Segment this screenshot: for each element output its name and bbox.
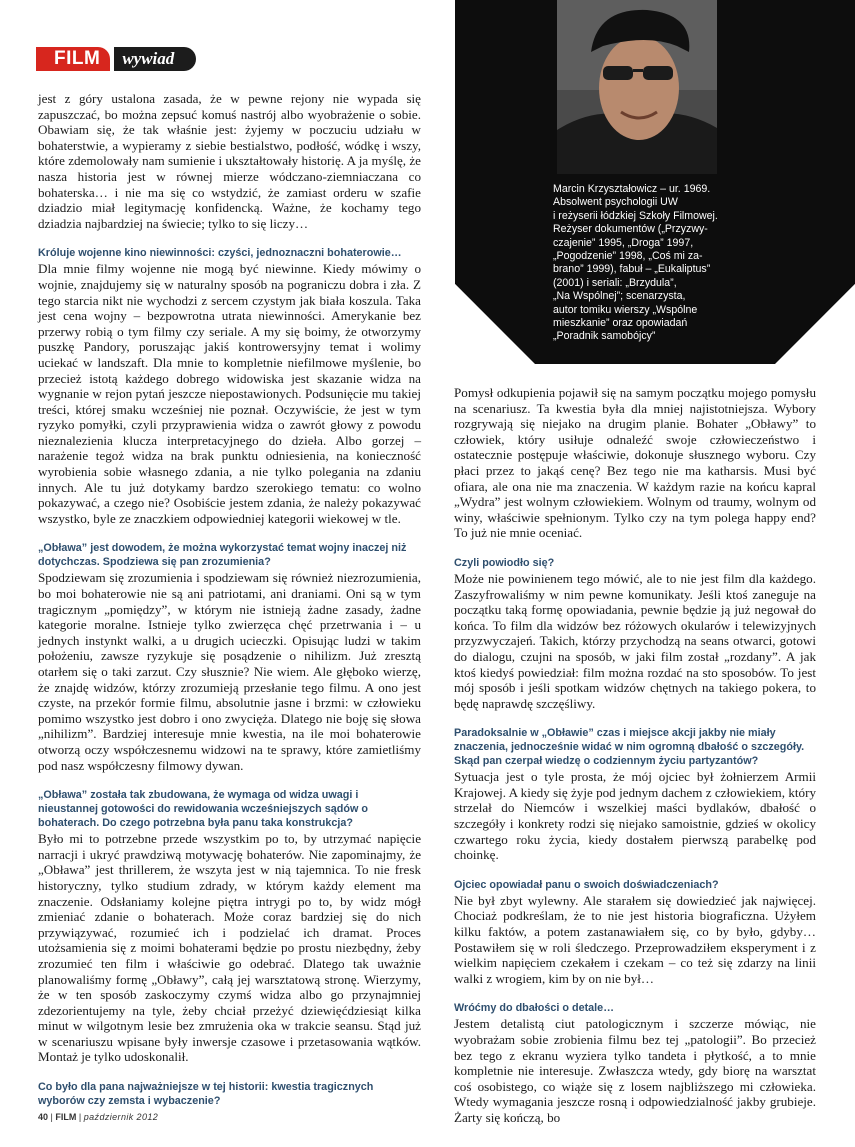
caption-line: Absolwent psychologii UW xyxy=(553,196,678,209)
answer-paragraph: Sytuacja jest o tyle prosta, że mój ojciec był żołnierzem Armii Krajowej. A kiedy się żyje pod jednym dachem z człowiekiem, który strzelał do Niemców i wszelkiej maści bydlaków, dbałość o szczegóły i konkrety rodzi się niejako samoistnie, gdzieś w okolicy czwartego roku życia, kiedy dostałem pierwszą parabelkę pod choinkę. xyxy=(454,769,816,863)
caption-line: brano” 1999), fabuł – „Eukaliptus” xyxy=(553,263,711,276)
right-column xyxy=(454,385,816,1141)
portrait-photo xyxy=(557,0,717,174)
interview-question: Co było dla pana najważniejsze w tej historii: kwestia tragicznych wyborów czy zemsta i wybaczenie? xyxy=(38,1081,374,1108)
interview-question: „Obława” została tak zbudowana, że wymaga od widza uwagi i nieustannej gotowości do rewidowania wcześniejszych sądów o bohaterach. Do czego potrzebna była panu taka konstrukcja? xyxy=(38,789,368,830)
caption-line: (2001) i seriali: „Brzydula”, xyxy=(553,276,677,289)
interview-question: Czyli powiodło się? xyxy=(454,556,555,569)
magazine-title: FILM xyxy=(55,1112,77,1122)
interview-question: Króluje wojenne kino niewinności: czyści, jednoznaczni bohaterowie… xyxy=(38,247,402,260)
author-caption xyxy=(553,183,763,344)
answer-paragraph: Spodziewam się zrozumienia i spodziewam się również niezrozumienia, bo moi bohaterowie nie są ani patriotami, ani draniami. Oni są w tym tragicznym „pomiędzy”, w którym nie istnieją żadne zasady, żadne kategorie moralne. Istnieje tylko zwierzęca chęć przetrwania i – u jednych instynkt walki, a u drugich ucieczki. Opisując ludzi w takim położeniu, zawsze ryzykuje się posądzenie o nihilizm. Już zresztą otarłem się o taki zarzut. Czy słusznie? Nie wiem. Ale głęboko wierzę, że znajdę widzów, którzy zrozumieją przesłanie tego filmu. A ono jest czyste, na przekór formie filmu, absolutnie jasne i brzmi: w człowieku pomimo wszystko jest dobro i ono zwycięża. Dlatego nie boję się słowa „nihilizm”. Bardziej interesuje mnie kwestia, na ile moi bohaterowie otworzą oczy współczesnemu widzowi na te sprawy, które zamietliśmy pod nasz współczesny filmowy dywan. xyxy=(38,570,421,773)
footer-separator: | xyxy=(50,1112,56,1122)
caption-line: mieszkanie” oraz opowiadań xyxy=(553,317,688,330)
caption-line: „Na Wspólnej”; scenarzysta, xyxy=(553,290,686,303)
caption-line: czajenie” 1995, „Droga” 1997, xyxy=(553,236,694,249)
page-number: 40 xyxy=(38,1112,49,1122)
answer-paragraph: Pomysł odkupienia pojawił się na samym początku mojego pomysłu na scenariusz. Ta kwestia była dla mniej najistotniejsza. Wybory rozgrywają się niejako na drugim planie. Bohater „Obławy” to człowiek, który usiłuje odnaleźć swoje człowieczeństwo i ostatecznie postępuje właściwie, dokonuje słusznego wyboru. Czy płaci przez to jakąś cenę? Bez tego nie ma katharsis. Musi być ofiara, ale ona nie ma znaczenia. W każdym razie na końcu kapral „Wydra” jest wolnym człowiekiem. Wolnym od traumy, wolnym od winy, właściwie spełnionym. Tylko czy na tym polega happy end? To już nie mnie oceniać. xyxy=(454,385,816,541)
caption-line: „Poradnik samobójcy” xyxy=(553,330,656,343)
section-header xyxy=(36,47,196,71)
page-footer xyxy=(38,1112,158,1122)
caption-line: Reżyser dokumentów („Przyzwy- xyxy=(553,223,708,236)
rubric-label: wywiad xyxy=(114,47,196,71)
interview-question: Ojciec opowiadał panu o swoich doświadczeniach? xyxy=(454,878,719,891)
interview-question: Paradoksalnie w „Obławie” czas i miejsce akcji jakby nie miały znaczenia, jednocześnie widać w nim ogromną dbałość o szczegóły. Skąd pan czerpał wiedzę o codziennym życiu partyzantów? xyxy=(454,727,805,768)
answer-paragraph: Dla mnie filmy wojenne nie mogą być niewinne. Kiedy mówimy o wojnie, znajdujemy się w naturalny sposób na pograniczu dobra i zła. Z tego starcia nikt nie wychodzi z sercem czystym jak biała koszula. Taka jest cena wojny – bezpowrotna utrata niewinności. Amerykanie bez przerwy robią o tym filmy czy seriale. A my się boimy, że otworzymy puszkę Pandory, poruszając jakiś kontrowersyjny temat i wolimy uciekać w landszaft. Dla mnie to kompletnie niefilmowe myślenie, bo przecież istotą każdego dobrego widowiska jest skazanie widza na wygnanie w rejon pytań jeszcze niepostawionych. Podsunięcie mu takiej treści, której smaku wcześniej nie poznał. Oczywiście, że jest w tym ryzyko pomyłki, czyli przyprawienia widza o zawrót głowy z powodu nieznalezienia klucza interpretacyjnego do dzieła. Albo gorzej – narażenie tegoż widza na brak punktu odniesienia, na konieczność wyrobienia sobie własnego zdania, a nie tylko polegania na zdaniu innych. Ale tu już dotykamy bardzo szerokiego tematu: co wolno pokazywać, a czego nie? Osobiście jestem zdania, że należy pokazywać wszystko, byle ze znaczkiem odpowiedniej kategorii wiekowej w tle. xyxy=(38,261,421,526)
caption-line: i reżyserii łódzkiej Szkoły Filmowej. xyxy=(553,209,718,222)
issue-date: październik 2012 xyxy=(83,1112,159,1122)
answer-paragraph: Było mi to potrzebne przede wszystkim po to, by utrzymać napięcie narracji i ukryć prawdziwą motywację bohaterów. Nie zapominajmy, że „Obława” jest thrillerem, że wszyta jest w nią tajemnica. To nie fresk historyczny, tylko studium zdrady, w którym każdy element ma znaczenie. Odsłaniamy kolejne piętra intrygi po to, by widz mógł zmieniać zdanie o bohaterach. Może coraz bardziej się do nich przywiązywać, rozumieć ich i podzielać ich dramat. Proces utożsamienia się z moimi bohaterami będzie po prostu niezbędny, żeby zrozumieć ten film i właściwie go odebrać. Dlatego tak uważnie planowaliśmy formę „Obławy”, całą jej warsztatową stronę. Wierzymy, że w ten sposób zaskoczymy czymś widza albo go przynajmniej zdezorientujemy na tyle, żeby chciał przeżyć dziewięćdziesiąt kilka minut w wilgotnym lesie bez zmrużenia oka w trakcie seansu. Stąd już w scenariuszu wpisane były inwersje czasowe i przetasowania wątków. Montaż je tylko udoskonalił. xyxy=(38,831,421,1065)
interview-question: „Obława” jest dowodem, że można wykorzystać temat wojny inaczej niż dotychczas. Spodziewa się pan zrozumienia? xyxy=(38,542,407,569)
answer-paragraph: Jestem detalistą ciut patologicznym i szczerze mówiąc, nie wyobrażam sobie zrobienia filmu bez tej „patologii”. Bo przecież bez tego z ekranu wyziera tylko tandeta i płytkość, a to mnie kompletnie nie interesuje. Zwłaszcza wtedy, gdy biorę na warsztat coś osobistego, co wiąże się z losem najbliższego mi człowieka. Wtedy wymagania jeszcze rosną i odpowiedzialność jakby grubieje. Żarty się kończą, bo xyxy=(454,1016,816,1125)
answer-paragraph: Nie był zbyt wylewny. Ale starałem się dowiedzieć jak najwięcej. Chociaż podkreślam, że to nie jest historia biograficzna. Użyłem kilku faktów, a potem zastanawiałem się, co by było, gdyby… Postawiłem się w roli śledczego. Przeprowadziłem eksperyment i z wielkim napięciem czekałem i czekam – co też się zdarzy na linii walki z wrogiem, kim by on nie był… xyxy=(454,892,816,986)
interview-question: Wróćmy do dbałości o detale… xyxy=(454,1002,614,1015)
answer-paragraph: Może nie powinienem tego mówić, ale to nie jest film dla każdego. Zaszyfrowaliśmy w nim pewne komunikaty. Jeśli ktoś zaneguje na początku taką formę opowiadania, pewnie będzie ją już negował do końca. To film dla widzów bez różowych okularów i telewizyjnych przyzwyczajeń. Takich, którzy przychodzą na seans otwarci, gotowi do dialogu, czujni na sposób, w jaki film został „rozdany”. A jak ktoś kiedyś powiedział: film można rozdać na sto sposobów. To jest mój sposób i jeśli spotkam widzów chętnych na takiego pokera, to będę naprawdę szczęśliwy. xyxy=(454,570,816,711)
left-column xyxy=(38,91,421,1109)
answer-paragraph: jest z góry ustalona zasada, że w pewne rejony nie wypada się zapuszczać, bo można zepsuć komuś nastrój albo wyobrażenie o sobie. Obawiam się, że tak właśnie jest: żyjemy w poczuciu udziału w bohaterstwie, a wypieramy z siebie bestialstwo, podłość, wódkę i wszy, które zdemolowały nam sumienie i ukształtowały historię. A ja myślę, że nasza historia jest w równej mierze wódczano-ziemniaczana co bohaterska… i nie ma się co wstydzić, że zamiast orderu w szafie dziadzio miał legitymację konfidencką. Ważne, że kochamy tego dziadzia najbardziej na świecie; tylko to się liczy… xyxy=(38,91,421,231)
caption-line: autor tomiku wierszy „Wspólne xyxy=(553,303,698,316)
caption-line: Marcin Krzyształowicz – ur. 1969. xyxy=(553,183,711,195)
section-label: FILM xyxy=(36,47,110,71)
footer-separator: | xyxy=(78,1112,84,1122)
caption-line: „Pogodzenie” 1998, „Coś mi za- xyxy=(553,250,703,263)
portrait-illustration xyxy=(557,0,717,174)
